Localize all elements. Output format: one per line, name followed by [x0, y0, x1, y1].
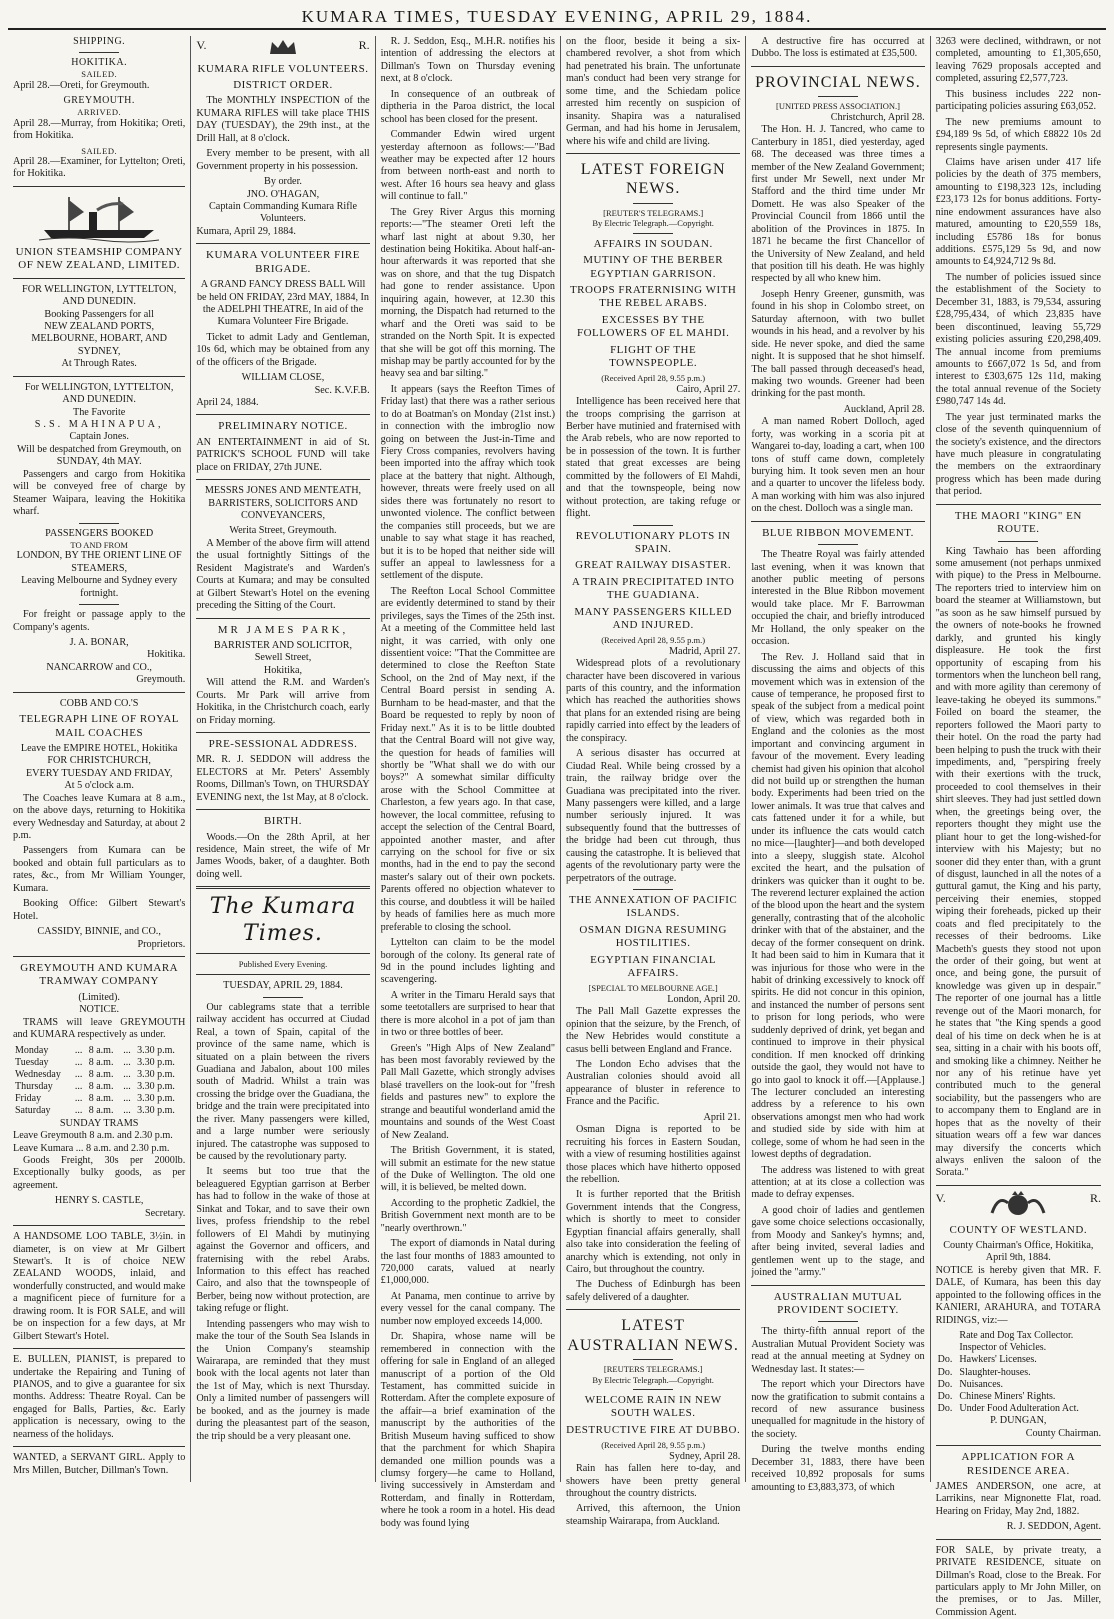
article-text: This business includes 222 non-participating policies assuring £63,052.: [935, 88, 1101, 113]
ad-text: E. BULLEN, PIANIST, is prepared to undertake the Repairing and Tuning of PIANOS, and to give a guarantee for six months. Address: Theatre Royal. Can be engaged for Balls, Parties, &c. Early application is necessary, owing to the nearness of the holidays.: [13, 1354, 186, 1440]
sailed-label: SAILED.: [81, 69, 118, 80]
subheading: GREAT RAILWAY DISASTER.: [575, 559, 732, 572]
divider: [196, 953, 369, 954]
divider: [13, 186, 185, 187]
divider: [818, 96, 858, 97]
source-line: By Electric Telegraph.—Copyright.: [592, 218, 714, 229]
article-text: The address was listened to with great attention; at at its close a collection was made to defray expenses.: [751, 1164, 925, 1201]
divider: [633, 233, 673, 234]
article-text: The Grey River Argus this morning reports:—"The steamer Oreti left the wharf last night at about 9.30, her destination being Hokitika. About half-an-hour afterwards it was reported that she was on shore, and that the tug Dispatch had gone to render assistance. Upon inquiring again, however, at 12.30 this morning, the Dispatch had returned to the wharf and the Oreti was said to be stranded on the North Spit. It is expected that she will be got off this morning. The mishap may be partly accounted for by the heavy sea and bar silting.": [380, 206, 555, 380]
article-text: In consequence of an outbreak of diptheria in the Paroa district, the local school has been closed for the present.: [380, 88, 555, 125]
issue-date: TUESDAY, APRIL 29, 1884.: [223, 980, 343, 992]
divider: [196, 618, 369, 619]
steamship-icon: [13, 192, 185, 242]
ad-text: A HANDSOME LOO TABLE, 3½in. in diameter, is on view at Mr Gilbert Stewart's. It is of choice NEW ZEALAND WOODS, inlaid, and wonderfully constructed, and would make a magnificent piece of furniture for a drawing room. It is FOR SALE, and will be on inspection for a few days, at Mr Gilbert Stewart's Hotel.: [13, 1231, 186, 1342]
ad-text: JAMES ANDERSON, one acre, at Larrikins, near Mignonette Flat, road. Hearing on Friday, May 2nd, 1882.: [935, 1480, 1101, 1517]
timetable-row: [13, 1057, 185, 1069]
subheading: FLIGHT OF THE TOWNSPEOPLE.: [609, 343, 698, 369]
table-cell: Tuesday: [15, 1056, 49, 1068]
column-4: [561, 36, 746, 1527]
ad-line: Sewell Street,: [254, 652, 312, 664]
article-text: Intending passengers who may wish to make the tour of the South Sea Islands in the Union Company's steamship Wairarapa, are reminded that they must book with the local agents not later than the 1st of May, which is next Thursday. Only a limited number of passengers will be booked, and as the journey is made during the pleasantest part of the season, the trip should be a very pleasant one.: [196, 1318, 370, 1442]
ad-line: PASSENGERS BOOKED: [45, 527, 154, 539]
divider: [196, 974, 369, 975]
dateline: April 21.: [703, 1111, 741, 1123]
subheading: WELCOME RAIN IN NEW SOUTH WALES.: [584, 1394, 722, 1420]
divider: [13, 1348, 185, 1349]
divider: [633, 1389, 673, 1390]
ad-text: TRAMS will leave GREYMOUTH and KUMARA respectively as under.: [13, 1016, 186, 1041]
foreign-news-heading: LATEST FOREIGN NEWS.: [580, 160, 726, 198]
received-line: (Received April 28, 9.55 p.m.): [601, 1440, 706, 1451]
application-heading: APPLICATION FOR A RESIDENCE AREA.: [961, 1451, 1076, 1477]
article-text: Arrived, this afternoon, the Union steamship Wairarapa, from Auckland.: [565, 1503, 741, 1527]
ad-line: NEW ZEALAND PORTS, MELBOURNE, HOBART, AND SYDNEY,: [31, 320, 167, 357]
r-letter: R.: [1089, 1190, 1101, 1205]
ad-line: SUNDAY, 4th MAY.: [56, 456, 142, 468]
shipping-entry: April 28.—Murray, from Hokitika; Oreti, from Hokitika.: [13, 117, 186, 142]
column-5: [746, 36, 930, 1493]
ad-line: Booking Passengers for all: [44, 308, 154, 320]
subheading: THE ANNEXATION OF PACIFIC ISLANDS.: [569, 894, 738, 920]
table-cell: 8 a.m.: [88, 1105, 114, 1117]
table-cell: ...: [123, 1056, 131, 1068]
table-cell: ...: [74, 1093, 83, 1105]
timetable-row: [13, 1105, 185, 1117]
article-text: A destructive fire has occurred at Dubbo. The loss is estimated at £35,500.: [751, 36, 925, 60]
fire-brigade-heading: KUMARA VOLUNTEER FIRE BRIGADE.: [206, 249, 360, 275]
article-text: The report which your Directors have now the gratification to submit contains a record of new assurance business unequalled for magnitude in the history of the society.: [751, 1379, 925, 1440]
divider: [13, 956, 185, 957]
divider: [79, 604, 119, 605]
article-text: The British Government, it is stated, will submit an estimate for the new statue of the Duke of Wellington. The old one will, it is believed, be melted down.: [380, 1145, 555, 1194]
hokitika-heading: HOKITIKA.: [71, 57, 128, 69]
divider: [751, 66, 924, 67]
ad-line: SUNDAY TRAMS: [59, 1117, 139, 1129]
dateline: Christchurch, April 28.: [830, 111, 925, 123]
column-1: [8, 36, 191, 1482]
table-cell: 8 a.m.: [88, 1081, 114, 1093]
divider: [196, 243, 369, 244]
ad-line: (Limited).: [78, 991, 120, 1003]
divider: [196, 414, 369, 415]
district-order-heading: DISTRICT ORDER.: [233, 79, 333, 92]
ad-line: FOR WELLINGTON, LYTTELTON, AND DUNEDIN.: [22, 283, 177, 308]
source-line: [UNITED PRESS ASSOCIATION.]: [775, 101, 900, 112]
table-cell: Friday: [15, 1093, 42, 1105]
preliminary-heading: PRELIMINARY NOTICE.: [218, 420, 348, 433]
ad-line: Leave Kumara ... 8 a.m. and 2.30 p.m.: [13, 1142, 170, 1154]
divider: [13, 278, 185, 279]
article-text: The Pall Mall Gazette expresses the opinion that the seizure, by the French, of the New Hebrides would constitute a casus belli between England and France.: [565, 1006, 741, 1055]
article-text: Claims have arisen under 417 life policies by the death of 375 members, amounting to £198,323 12s, including £23,173 12s for bonus additions. Forty-nine endowment assurances have also matured, amounting to £20,559 18s, including £5786 18s for bonus additions. £575,129 5s 9d, and now amounts to £4,924,712 9s 8d.: [935, 156, 1101, 268]
article-text: It is further reported that the British Government intends that the Congress, which is shortly to meet to consider Egyptian financial affairs generally, shall also take into consideration the feeling of anarchy which is extending, not only in Cairo, but throughout the country.: [565, 1189, 741, 1276]
signature: J. A. BONAR,: [69, 636, 129, 648]
ad-text: WANTED, a SERVANT GIRL. Apply to Mrs Millen, Butcher, Dillman's Town.: [13, 1452, 186, 1476]
divider: [818, 1321, 858, 1322]
maori-king-heading: THE MAORI "KING" EN ROUTE.: [954, 509, 1082, 536]
table-cell: Do.: [937, 1354, 953, 1366]
subheading: MUTINY OF THE BERBER EGYPTIAN GARRISON.: [583, 254, 724, 280]
tram-timetable: [13, 1045, 185, 1118]
article-text: The Reefton Local School Committee are evidently determined to stand by their privileges, says the Times of the 25th inst. At a meeting of the Committee held last night, it was carried, with only one dissentient voice: "That the Committee are determined to close the Reefton State School, on the 2nd of May next, if the Central Board persist in sending A. Burnham to be head-master, and that the Board be requested to reply by noon of Friday next." As it is to be little doubted that the Central Board will not give way, the question for heads of families will shortly be "What shall we do with our boys?" A somewhat similar difficulty arose with the School Committee at Charleston, a few years ago. In that case, however, the local committee, refusing to accept the selection of the Central Board, appointed another master, and after carrying on the school for five or six months, had in the end to pay the second master's salary out of their own pockets. Parents offered no objection whatever to this course, and doubtless it will be hailed by heads of families here as much more preferable to closing the school.: [380, 585, 555, 933]
article-text: It seems but too true that the beleaguered Egyptian garrison at Berber has had to follow in the wake of those at Sinkat and Tokar, and to save their own lives, profess friendship to the rebel followers of El Mahdi by mutinying against the Governor and officers, and fraternising with the rebel Arabs. Information to this effect has reached Cairo, and also that the townspeople of Berber, being now without protection, are taking refuge or flight.: [196, 1166, 370, 1315]
offices-table: [936, 1330, 1101, 1415]
table-cell: ...: [123, 1105, 131, 1117]
table-cell: ...: [123, 1093, 131, 1105]
signature: P. DUNGAN,: [990, 1415, 1047, 1427]
blue-ribbon-heading: BLUE RIBBON MOVEMENT.: [762, 526, 914, 539]
v-letter: V.: [196, 38, 207, 52]
presessional-heading: PRE-SESSIONAL ADDRESS.: [208, 738, 358, 750]
table-cell: Do.: [937, 1403, 953, 1415]
article-text: Green's "High Alps of New Zealand" has been most favorably reviewed by the Pall Mall Gazette, which strongly advises blasé travellers on the look-out for "fresh fields and pastures new" to explore the strange and beautiful wonderland amid the mountains and sounds of the West Coast of New Zealand.: [380, 1042, 555, 1141]
royal-arms-icon: [988, 1191, 1048, 1221]
ad-text: FOR SALE, by private treaty, a PRIVATE RESIDENCE, situate on Dillman's Road, close to the Break. For particulars apply to Mr John Miller, on the premises, or to Jas. Miller, Commission Agent.: [935, 1544, 1101, 1618]
dateline: Madrid, April 27.: [669, 645, 741, 657]
table-cell: Chinese Miners' Rights.: [959, 1390, 1056, 1402]
signature: Secretary.: [144, 1207, 186, 1219]
ad-line: EVERY TUESDAY AND FRIDAY,: [25, 767, 173, 779]
divider: [13, 376, 185, 377]
column-2: [191, 36, 375, 1482]
article-text: According to the prophetic Zadkiel, the British Government next month are to be "nearly overthrown.": [380, 1197, 555, 1234]
table-cell: 3.30 p.m.: [137, 1093, 175, 1105]
divider: [998, 541, 1038, 542]
divider: [196, 886, 369, 889]
article-text: Joseph Henry Greener, gunsmith, was found in his shop in Colombo street, on Saturday afternoon, with two bullet wounds in his head, and a revolver by his side. He never spoke, and died the same night. It is supposed that he shot himself. The ball passed through deceased's head, making two wounds. Greener had been drinking for the past month.: [751, 288, 925, 400]
article-text: The number of policies issued since the establishment of the Society to December 31, 1883, is 79,534, assuring £28,795,434, of which 23,835 have been discontinued, leaving 55,729 existing policies assuring £20,298,409. The annual income from premiums amounts to £667,072 1s 5d, and from interest to £303,675 12s 11d, making the total annual revenue of the Society £980,747 14s 4d.: [935, 271, 1101, 408]
divider: [263, 997, 303, 998]
divider: [936, 1185, 1101, 1186]
union-heading: UNION STEAMSHIP COMPANY OF NEW ZEALAND, LIMITED.: [15, 245, 183, 272]
divider: [633, 1359, 673, 1360]
received-line: (Received April 28, 9.55 p.m.): [601, 635, 706, 646]
table-cell: ...: [74, 1044, 83, 1056]
source-line: [SPECIAL TO MELBOURNE AGE.]: [588, 983, 718, 994]
signature: JNO. O'HAGAN,: [246, 188, 320, 200]
ad-text: AN ENTERTAINMENT in aid of St. PATRICK'S SCHOOL FUND will take place on FRIDAY, 27th JUNE.: [196, 436, 370, 473]
received-line: (Received April 28, 9.55 p.m.): [601, 373, 706, 384]
signature: WILLIAM CLOSE,: [241, 372, 325, 384]
article-text: The Hon. H. J. Tancred, who came to Canterbury in 1851, died yesterday, aged 68. The deceased was three times a member of the New Zealand Government; first under Mr Sewell, next under Mr Stafford and the third time under Mr Domett. He was also Speaker of the Provincial Council from 1866 until the abolition of the Provinces in 1875. In 1871 he became the first Chancellor of the University of New Zealand, and held that position till his death. He was highly respected by all who knew him.: [751, 124, 925, 285]
subheading: EXCESSES BY THE FOLLOWERS OF EL MAHDI.: [576, 313, 730, 340]
ad-text: Goods Freight, 30s per 2000lb. Exceptionally bulky goods, as per agreement.: [13, 1154, 186, 1191]
newspaper-title: The Kumara Times.: [209, 894, 357, 947]
divider: [13, 692, 185, 693]
ad-line: By order.: [264, 176, 302, 188]
ad-text: NOTICE is hereby given that MR. F. DALE, of Kumara, has been this day appointed to the following offices in the KANIERI, ARAHURA, and TOTARA RIDINGS, viz:—: [935, 1264, 1101, 1326]
ad-line: Leave the EMPIRE HOTEL, Hokitika: [20, 742, 178, 754]
divider: [13, 1225, 185, 1226]
ad-line: County Chairman's Office, Hokitika, April 9th, 1884.: [943, 1239, 1094, 1264]
article-text: The London Echo advises that the Australian colonies should avoid all appearance of bluster in reference to France and the Pacific.: [565, 1059, 741, 1108]
r-letter: R.: [358, 38, 370, 52]
rifles-heading: KUMARA RIFLE VOLUNTEERS.: [197, 62, 369, 75]
subheading: OSMAN DIGNA RESUMING HOSTILITIES.: [579, 923, 727, 950]
divider: [936, 1445, 1101, 1446]
subheading: TROOPS FRATERNISING WITH THE REBEL ARABS.: [569, 283, 737, 310]
table-cell: Do.: [937, 1378, 953, 1390]
ship-name: S.S. MAHINAPUA,: [34, 419, 164, 431]
article-text: The Rev. J. Holland said that in discussing the aims and objects of this movement which was in extension of the cause of temperance, he proposed first to speak of the subject from a medical point of view, which was regarded both in England and the colonies as the most important and convincing argument in favour of the movement. Every leading chemist had given his opinion that alcohol did not build up or strengthen the human body. Experiments had been tried on the lower animals. It was true that calves and cats fattened under it for a while, but under its influence the cats would catch no mice—[laughter]—and both developed into a sleepy, sluggish state. Alcohol excited the heart, and the pulsation of drinkers was quicker than it ought to be. The reverend lecturer explained the action of the blood upon the heart and the system generally, contrasting that of the alcoholic drinker with that of the abstainer, and the decay of the former consequent on drink. It had been said to him in Kumara that it was injurious for those who were in the habit of drinking excessively to knock off spirits. He did not concur in this opinion, and instanced the number of persons sent to prison for long periods, who were suddenly deprived of drink, yet began and continued to improve in their physical condition. If men knocked off drinking outside the gaol, they would not have to go into gaol to knock it off.—[Applause.] The lecturer concluded an interesting address by a reference to his own observations amongst men who had work and studied side by side with him at college, some of whom he had seen in the lowest depths of degradation.: [751, 651, 925, 1161]
table-cell: Hawkers' Licenses.: [959, 1354, 1037, 1366]
table-cell: [936, 1330, 958, 1342]
article-text: A writer in the Timaru Herald says that some teetotallers are surprised to hear that there is more alcohol in a pot of jam than in two or three bottles of beer.: [380, 989, 555, 1039]
subheading: DESTRUCTIVE FIRE AT DUBBO.: [566, 1423, 741, 1436]
birth-heading: BIRTH.: [263, 815, 303, 828]
timetable-row: [13, 1069, 185, 1081]
article-text: Intelligence has been received here that the troops comprising the garrison at Berber have mutinied and fraternised with the Arab rebels, who are now reported to be in possession of the town. It is further stated that great excesses are being committed by the followers of El Mahdi, and that the townspeople, being now without protection, are taking refuge or flight.: [565, 396, 741, 520]
article-text: on the floor, beside it being a six-chambered revolver, a shot from which had penetrated his brain. The unfortunate man's conduct had been very strange for some time, and the Schiedam police arrested him recently on suspicion of insanity. Shapira was a naturalised German, and had his home in Jerusalem, where his wife and child are living.: [565, 36, 741, 147]
crest-row: [196, 38, 369, 60]
divider: [751, 521, 924, 522]
office-row: [936, 1354, 1101, 1366]
signature: County Chairman.: [1025, 1427, 1101, 1439]
westland-heading: COUNTY OF WESTLAND.: [949, 1223, 1088, 1236]
table-cell: ...: [74, 1056, 83, 1068]
table-cell: 8 a.m.: [88, 1068, 114, 1080]
ad-line: FOR CHRISTCHURCH,: [47, 755, 151, 767]
ad-line: Hokitika,: [263, 664, 303, 676]
ad-text: Booking Office: Gilbert Stewart's Hotel.: [13, 898, 186, 922]
table-cell: 3.30 p.m.: [137, 1056, 175, 1068]
signature: R. J. SEDDON, Agent.: [1006, 1521, 1101, 1533]
ad-line: At Through Rates.: [61, 358, 137, 370]
column-6: [931, 36, 1106, 1618]
article-text: The thirty-fifth annual report of the Australian Mutual Provident Society was read at the annual meeting at Sydney on Wednesday last. It states:—: [751, 1326, 925, 1375]
office-row: [936, 1391, 1101, 1403]
dateline: Auckland, April 28.: [843, 403, 925, 415]
cobb-heading: COBB AND CO.'S: [59, 697, 139, 709]
table-cell: Slaughter-houses.: [959, 1366, 1031, 1378]
signature: NANCARROW and CO.,: [46, 661, 152, 673]
office-row: [936, 1379, 1101, 1391]
divider: [633, 525, 673, 526]
signature: Proprietors.: [137, 938, 186, 950]
ad-text: A GRAND FANCY DRESS BALL Will be held ON FRIDAY, 23rd MAY, 1884, In the ADELPHI THEATRE, In aid of the Kumara Volunteer Fire Brigade.: [196, 279, 370, 328]
article-text: Rain has fallen here to-day, and showers have been pretty general throughout the country districts.: [565, 1463, 741, 1499]
greymouth-heading: GREYMOUTH.: [63, 95, 135, 107]
table-cell: Under Food Adulteration Act.: [959, 1403, 1079, 1415]
table-cell: ...: [123, 1068, 131, 1080]
source-line: [REUTERS TELEGRAMS.]: [603, 1364, 703, 1375]
divider: [936, 1539, 1101, 1540]
table-cell: Thursday: [15, 1081, 53, 1093]
divider: [196, 479, 369, 480]
v-letter: V.: [935, 1190, 946, 1205]
article-text: The Duchess of Edinburgh has been safely delivered of a daughter.: [565, 1279, 741, 1303]
ad-line: Will be despatched from Greymouth, on: [17, 443, 182, 455]
ad-text: Ticket to admit Lady and Gentleman, 10s 6d, which may be obtained from any of the officers of the Brigade.: [196, 331, 370, 368]
table-cell: 3.30 p.m.: [137, 1044, 175, 1056]
subheading: EGYPTIAN FINANCIAL AFFAIRS.: [590, 953, 717, 980]
columns: [8, 36, 1106, 1618]
article-text: King Tawhaio has been affording some amusement (not perhaps unmixed with pique) to the Press in Melbourne. The reporters tried to interview him on board the steamer at Williamstown, but "as soon as he saw himself pursued by the owners of note-books he frowned darkly, and grunted his kingly displeasure. He took the first opportunity of escaping from his tormentors when the luncheon bell rang, and with more agility than ceremony of leave-taking he obeyed its summons." Foiled on board the steamer, the reporters followed the Maori party to their hotel. On the road the party had been helping to push the truck with their impediments, and, "perspiring freely with their exertions with the truck, proceeded to cool themselves in their shirt sleeves. They had just settled down when, the greetings being over, the reporters thought they might use the pliant hour to get the long-wished-for interview with his Majesty; but no sooner did they enter than, with a grunt of disgust, launched in all the notes of a guttural gamut, the King and his party, perceiving their enemies, stopped wiping their foreheads, picked up their coats and fled precipitately to the recesses of their bedrooms. Like Macbeth's guests they stood not upon the order of their going, but went at once, and being gone, the pursuit of knowledge was given up in despair." The reporter of one journal has a little revenge out of the Maori monarch, for he states that "the King spends a good deal of his time on deck when he is at sea, sitting in a chair with his boots off, and smoking like a chimney. Neither he nor any of his retinue have yet contributed much to the general sociability, but the passengers who are to accompany them to England are in hopes that as the novelty of their situation wears off a few war dances may diversify the concerts which always enliven the saloon of the Sorata.": [935, 545, 1101, 1179]
article-text: R. J. Seddon, Esq., M.H.R. notifies his intention of addressing the electors at Dillman's Town on Thursday evening next, at 8 o'clock.: [380, 36, 555, 85]
crest-row: [936, 1191, 1101, 1221]
article-text: Dr. Shapira, whose name will be remembered in connection with the offering for sale in England of an alleged manuscript of a portion of the Old Testament, has committed suicide in Rotterdam. After the complete exposure of the affair—a brief examination of the manuscript by the authorities of the British Museum having sufficed to show that the parchment for which Shapira demanded one million pounds was a clumsy forgery—he came to Holland, living successively in Amsterdam and Rotterdam, and finally in Rotterdam, where he took a room in a hotel. His dead body was found lying: [380, 1331, 555, 1529]
subheading: REVOLUTIONARY PLOTS IN SPAIN.: [575, 529, 731, 555]
table-cell: Saturday: [15, 1105, 51, 1117]
article-text: The year just terminated marks the close of the seventh quinquennium of the society's existence, and the directors have much pleasure in congratulating the members on the extraordinary progress which has been made during that period.: [935, 411, 1101, 498]
table-cell: 8 a.m.: [88, 1044, 114, 1056]
australian-news-heading: LATEST AUSTRALIAN NEWS.: [567, 1317, 739, 1354]
table-cell: Wednesday: [15, 1068, 61, 1080]
article-text: It appears (says the Reefton Times of Friday last) that there was a rather serious to do at Boatman's on Monday (21st inst.) in connection with the imbroglio now going on between the Just-in-Time and Fiery Cross companies, revolvers having been imported into the affray which took place at the battery that night. Although, however, threats were freely used on all sides there was fortunately no resort to unwonted violence. The conflict between the companies still proceeds, but we are unable to say what stage it has reached, but it is to be hoped that neither side will suffer an appeal to lawlessness for a settlement of the dispute.: [380, 383, 555, 582]
source-line: By Electric Telegraph.—Copyright.: [592, 1374, 714, 1385]
table-cell: 8 a.m.: [88, 1056, 114, 1068]
dateline: Cairo, April 27.: [676, 383, 741, 395]
dateline: London, April 20.: [667, 993, 741, 1005]
ad-line: TO AND FROM: [70, 539, 128, 550]
ad-text: Passengers from Kumara can be booked and obtain full particulars as to rates, &c., from Mr William Younger, Kumara.: [13, 845, 186, 894]
article-text: Osman Digna is reported to be recruiting his forces in Eastern Soudan, with a view of resuming hostilities against those places which have hitherto opposed the rebellion.: [565, 1124, 741, 1185]
signature: Sec. K.V.F.B.: [314, 384, 370, 396]
ad-text: Will attend the R.M. and Warden's Courts. Mr Park will arrive from Hokitika, in the Christchurch coach, early on Friday morning.: [196, 677, 370, 726]
signature: Captain Commanding Kumara Rifle Volunteers.: [209, 200, 357, 225]
ad-line: NOTICE.: [79, 1004, 120, 1016]
ad-text: The Coaches leave Kumara at 8 a.m., on the above days, returning to Hokitika every Wednesday and Saturday, at about 2 p.m.: [13, 792, 186, 841]
dateline: April 24, 1884.: [196, 397, 259, 408]
divider: [751, 1285, 924, 1286]
divider: [936, 504, 1101, 505]
article-text: During the twelve months ending December 31, 1883, there have been received 10,892 proposals for sums amounting to £3,883,373, of which: [751, 1444, 925, 1493]
article-text: A man named Robert Dolloch, aged forty, was working in a scoria pit at Wangarei to-day, loading a cart, when 100 tons of stuff came down, completely burying him. It took seven men an hour and a quarter to uncover the lifeless body. A man working with him was also injured on the chest. Dolloch was a single man.: [751, 416, 925, 515]
ad-text: MR. R. J. SEDDON will address the ELECTORS at Mr. Peters' Assembly Rooms, Dillman's Town, on THURSDAY EVENING next, the 1st May, at 8 o'clock.: [196, 754, 370, 803]
provincial-news-heading: PROVINCIAL NEWS.: [755, 73, 921, 91]
article-text: The Theatre Royal was fairly attended last evening, when it was known that another public meeting of persons interested in the Blue Ribbon movement would take place. Mr F. Barrowman occupied the chair, and briefly introduced Mr Holland, the only speaker on the occasion.: [751, 549, 925, 648]
dateline: Sydney, April 28.: [669, 1450, 741, 1462]
table-cell: Inspector of Vehicles.: [959, 1342, 1047, 1354]
table-cell: Nuisances.: [959, 1378, 1004, 1390]
article-text: A serious disaster has occurred at Ciudad Real. While being crossed by a train, the railway bridge over the Guadiana was precipitated into the river. Many passengers were killed, and a large number seriously injured. It was subsequently found that the buttresses of the bridge had been cut through, thus causing the catastrophe. It is believed that agents of the revolutionary party were the perpetrators of the outrage.: [565, 748, 741, 884]
ad-line: TELEGRAPH LINE OF ROYAL MAIL COACHES: [19, 713, 180, 739]
table-cell: Monday: [15, 1044, 49, 1056]
subheading: MANY PASSENGERS KILLED AND INJURED.: [574, 605, 732, 631]
subheading: AFFAIRS IN SOUDAN.: [593, 237, 713, 250]
table-cell: [936, 1342, 958, 1354]
table-cell: 3.30 p.m.: [137, 1081, 175, 1093]
source-line: [REUTER'S TELEGRAMS.]: [603, 207, 704, 218]
ad-line: Leave Greymouth 8 a.m. and 2.30 p.m.: [13, 1130, 173, 1142]
divider: [13, 1446, 185, 1447]
article-text: At Panama, men continue to arrive by every vessel for the canal company. The number now employed exceeds 14,000.: [380, 1290, 555, 1327]
office-row: [936, 1330, 1101, 1342]
signature: Greymouth.: [136, 674, 186, 686]
ad-text: A Member of the above firm will attend the usual fortnightly Sittings of the Resident Magistrate's and Warden's Courts at Kumara; and may be consulted at Gilbert Stewart's Hotel on the evening preceding the Sitting of the Court.: [196, 537, 370, 612]
article-text: Lyttelton can claim to be the model borough of the colony. Its general rate of 9d in the pound includes lighting and scavengering.: [380, 937, 555, 986]
tramway-heading: GREYMOUTH AND KUMARA TRAMWAY COMPANY: [20, 961, 179, 988]
office-row: [936, 1367, 1101, 1379]
article-text: Our cablegrams state that a terrible railway accident has occurred at Ciudad Real, a town of Spain, capital of the province of the same name, which is situated on a plain between the rivers Guadiana and Jabalon, about 100 miles south of Madrid. Whilst a train was crossing the bridge over the Guadiana, the bridge and the train were precipitated into the river. Many passengers were killed, and a large number were seriously injured. The catastrophe was supposed to be caused by the revolutionary party.: [196, 1001, 370, 1163]
table-cell: ...: [123, 1044, 131, 1056]
ad-line: Leaving Melbourne and Sydney every fortnight.: [21, 575, 178, 599]
table-cell: Rate and Dog Tax Collector.: [959, 1329, 1074, 1341]
divider: [79, 52, 119, 53]
article-text: The new premiums amount to £94,189 9s 5d, of which £8822 10s 2d represents single payments.: [935, 116, 1101, 153]
masthead: KUMARA TIMES, TUESDAY EVENING, APRIL 29, 1884.: [8, 6, 1106, 30]
ad-line: LONDON, BY THE ORIENT LINE OF STEAMERS,: [16, 550, 182, 574]
ad-line: BARRISTER AND SOLICITOR,: [213, 639, 353, 651]
arrived-label: ARRIVED.: [77, 107, 122, 118]
divider: [633, 889, 673, 890]
article-text: Widespread plots of a revolutionary character have been discovered in various parts of this country, and the information which has reached the authorities shows that plans for an extended rising are being rapidly carried into effect by the leaders of the conspiracy.: [565, 658, 741, 744]
article-text: A good choir of ladies and gentlemen gave some choice selections occasionally, from Moody and Sankey's hymns; and, after being invited, several ladies and gentlemen went up to the stage, and joined the "army.": [751, 1204, 925, 1279]
dateline: Kumara, April 29, 1884.: [196, 225, 296, 237]
ad-line: Captain Jones.: [69, 431, 129, 443]
ad-line: For WELLINGTON, LYTTELTON, AND DUNEDIN.: [24, 381, 174, 406]
timetable-row: [13, 1093, 185, 1105]
ad-text: The MONTHLY INSPECTION of the KUMARA RIFLES will take place THIS DAY (TUESDAY), the 29th inst., at the Drill Hall, at 8 o'clock.: [196, 95, 370, 144]
table-cell: ...: [74, 1081, 83, 1093]
divider: [566, 153, 740, 154]
published-line: Published Every Evening.: [238, 958, 328, 969]
ad-line: Werita Street, Greymouth.: [229, 525, 337, 537]
table-cell: 3.30 p.m.: [137, 1068, 175, 1080]
table-cell: ...: [74, 1105, 83, 1117]
ad-text: Passengers and cargo from Hokitika will be conveyed free of charge by Steamer Waipara, leaving the Hokitika wharf.: [13, 468, 186, 518]
crown-icon: [268, 38, 298, 60]
ad-line: At 5 o'clock a.m.: [64, 780, 134, 792]
article-text: Commander Edwin wired urgent yesterday afternoon as follows:—"Bad weather may be expected after 12 hours from between north-east and north to west. After 16 hours sea heavy and glass will continue to fall.": [380, 129, 555, 203]
ad-text: Every member to be present, with all Government property in his possession.: [196, 148, 370, 172]
table-cell: 8 a.m.: [88, 1093, 114, 1105]
shipping-entry: April 28.—Examiner, for Lyttelton; Oreti, for Hokitika.: [13, 155, 186, 180]
shipping-entry: April 28.—Oreti, for Greymouth.: [13, 79, 150, 91]
table-cell: ...: [123, 1081, 131, 1093]
column-3: [376, 36, 561, 1529]
ad-line: The Favorite: [72, 406, 126, 418]
table-cell: 3.30 p.m.: [137, 1105, 175, 1117]
divider: [566, 1309, 740, 1310]
divider: [79, 523, 119, 524]
divider: [196, 809, 369, 810]
signature: Hokitika.: [147, 649, 186, 661]
ad-text: MESSRS JONES AND MENTEATH, BARRISTERS, SOLICITORS AND CONVEYANCERS,: [204, 485, 362, 522]
park-heading: MR JAMES PARK,: [217, 623, 349, 636]
subheading: A TRAIN PRECIPITATED INTO THE GUADIANA.: [571, 575, 735, 602]
signature: HENRY S. CASTLE,: [54, 1195, 144, 1207]
sailed-label: SAILED.: [81, 145, 118, 156]
office-row: [936, 1342, 1101, 1354]
ad-text: For freight or passage apply to the Company's agents.: [13, 609, 186, 633]
signature: CASSIDY, BINNIE, and CO.,: [37, 926, 161, 938]
office-row: [936, 1403, 1101, 1415]
table-cell: ...: [74, 1068, 83, 1080]
timetable-row: [13, 1081, 185, 1093]
timetable-row: [13, 1045, 185, 1057]
amp-heading: AUSTRALIAN MUTUAL PROVIDENT SOCIETY.: [773, 1290, 903, 1316]
divider: [633, 203, 673, 204]
ad-text: Woods.—On the 28th April, at her residence, Main street, the wife of Mr James Woods, baker, of a daughter. Both doing well.: [196, 831, 370, 880]
article-text: The export of diamonds in Natal during the last four months of 1883 amounted to 720,000 carats, valued at nearly £1,000,000.: [380, 1238, 555, 1287]
divider: [196, 732, 369, 733]
divider: [818, 544, 858, 545]
article-text: 3263 were declined, withdrawn, or not completed, amounting to £1,305,650, leaving 7629 proposals accepted and completed, assuring £2,577,723.: [935, 36, 1101, 85]
table-cell: Do.: [937, 1390, 953, 1402]
table-cell: Do.: [937, 1366, 953, 1378]
shipping-heading: SHIPPING.: [73, 36, 126, 47]
